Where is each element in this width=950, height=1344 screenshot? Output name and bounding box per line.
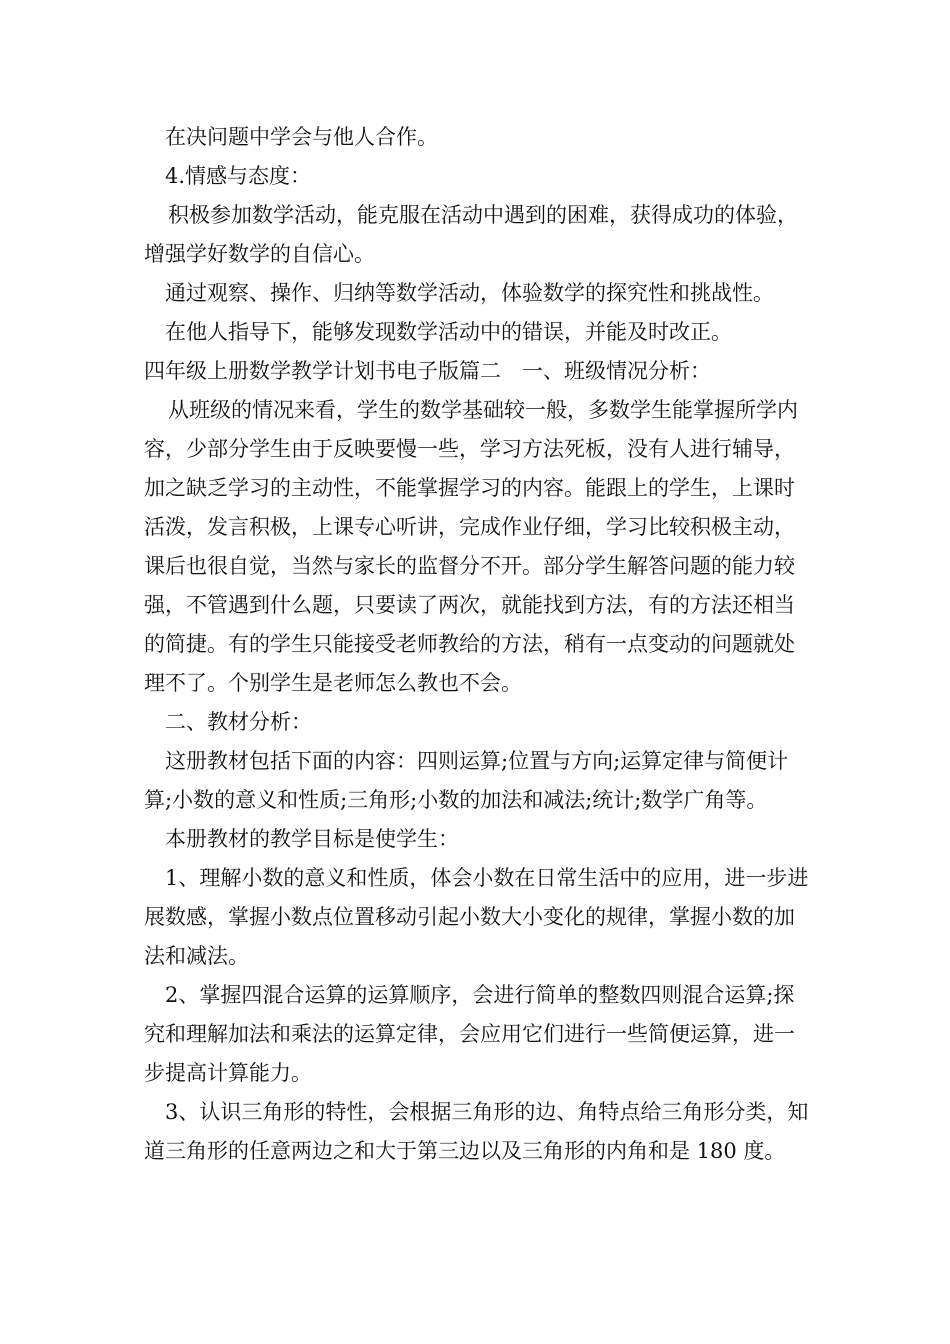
list-item-goal-2: 2、掌握四混合运算的运算顺序，会进行简单的整数四则混合运算;探究和理解加法和乘法的运算定律，会应用它们进行一些简便运算，进一步提高计算能力。 <box>144 983 795 1085</box>
section-title-class-analysis: 四年级上册数学教学计划书电子版篇二 一、班级情况分析： <box>144 359 711 383</box>
paragraph-participation: 积极参加数学活动，能克服在活动中遇到的困难，获得成功的体验，增强学好数学的自信心。 <box>144 203 798 266</box>
paragraph-class-situation: 从班级的情况来看，学生的数学基础较一般，多数学生能掌握所学内容，少部分学生由于反映要慢一些，学习方法死板，没有人进行辅导，加之缺乏学习的主动性，不能掌握学习的内容。能跟上的学生，上课时活泼，发言积极，上课专心听讲，完成作业仔细，学习比较积极主动，课后也很自觉，当然与家长的监督分不开。部分学生解答问题的能力较强，不管遇到什么题，只要读了两次，就能找到方法，有的方法还相当的简捷。有的学生只能接受老师教给的方法，稍有一点变动的问题就处理不了。个别学生是老师怎么教也不会。 <box>144 398 798 695</box>
paragraph-cooperation: 在决问题中学会与他人合作。 <box>165 125 438 149</box>
heading-textbook-analysis: 二、教材分析： <box>165 710 312 734</box>
paragraph-teaching-goals: 本册教材的教学目标是使学生： <box>165 827 459 851</box>
paragraph-guidance: 在他人指导下，能够发现数学活动中的错误，并能及时改正。 <box>165 320 732 344</box>
paragraph-textbook-content: 这册教材包括下面的内容：四则运算;位置与方向;运算定律与简便计算;小数的意义和性质;三角形;小数的加法和减法;统计;数学广角等。 <box>144 749 789 812</box>
list-item-goal-1: 1、理解小数的意义和性质，体会小数在日常生活中的应用，进一步进展数感，掌握小数点位置移动引起小数大小变化的规律，掌握小数的加法和减法。 <box>144 866 809 968</box>
list-item-goal-3: 3、认识三角形的特性，会根据三角形的边、角特点给三角形分类，知道三角形的任意两边之和大于第三边以及三角形的内角和是 180 度。 <box>144 1100 809 1163</box>
heading-emotion-attitude: 4.情感与态度： <box>165 164 312 188</box>
document-body <box>144 118 812 1171</box>
paragraph-observation: 通过观察、操作、归纳等数学活动，体验数学的探究性和挑战性。 <box>165 281 774 305</box>
